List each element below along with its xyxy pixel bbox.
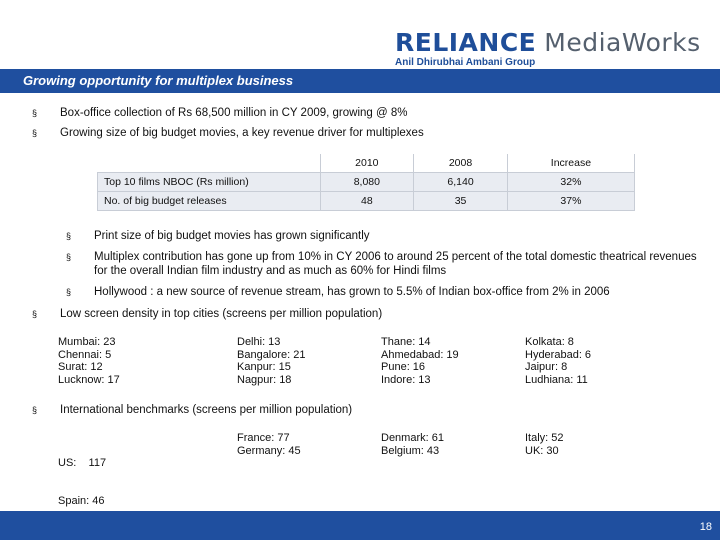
table-header-row (98, 154, 635, 173)
logo-group: Anil Dhirubhai Ambani Group (395, 57, 536, 68)
bullet-icon: § (32, 128, 38, 138)
bullet-icon: § (32, 309, 38, 319)
list-item: Nagpur: 18 (237, 373, 292, 386)
table-cell: 35 (414, 192, 508, 211)
row-label: No. of big budget releases (98, 192, 321, 211)
list-item: Surat: 12 (58, 361, 103, 373)
table-header: 2008 (414, 154, 508, 173)
table-cell: 37% (507, 192, 634, 211)
page-title: Growing opportunity for multiplex business (23, 73, 294, 88)
list-item: Kolkata: 8 (525, 336, 574, 348)
bullet-icon: § (66, 231, 72, 241)
city-column (525, 336, 591, 386)
list-item: Denmark: 61 (381, 432, 444, 444)
list-item: Spain: 46 (58, 494, 105, 507)
list-item: Hyderabad: 6 (525, 348, 592, 361)
logo-product: MediaWorks (544, 28, 701, 57)
list-item: Belgium: 43 (381, 444, 440, 457)
footer-bar (0, 511, 720, 540)
list-item: Mumbai: 23 (58, 336, 116, 348)
city-column (381, 336, 459, 386)
city-column (58, 336, 120, 386)
row-label: Top 10 films NBOC (Rs million) (98, 173, 321, 192)
title-banner (0, 69, 720, 93)
list-item: Ahmedabad: 19 (381, 348, 459, 361)
list-item: Chennai: 5 (58, 348, 112, 361)
bullet-icon: § (66, 287, 72, 297)
list-item: Bangalore: 21 (237, 348, 306, 361)
city-column (237, 336, 306, 386)
table-cell: 8,080 (320, 173, 414, 192)
table-cell: 48 (320, 192, 414, 211)
table-cell: 32% (507, 173, 634, 192)
table-row (98, 192, 635, 211)
list-item: Italy: 52 (525, 432, 564, 444)
list-item: Thane: 14 (381, 336, 431, 348)
stats-table (97, 154, 635, 211)
bullet-icon: § (32, 108, 38, 118)
bullet-icon: § (32, 405, 38, 415)
country-column (381, 432, 444, 457)
country-column (237, 432, 301, 457)
country-column (58, 432, 106, 520)
list-item: Jaipur: 8 (525, 361, 568, 373)
table-row (98, 173, 635, 192)
list-item: France: 77 (237, 432, 290, 444)
list-item: Delhi: 13 (237, 336, 281, 348)
table-header: 2010 (320, 154, 414, 173)
list-item: Indore: 13 (381, 373, 431, 386)
list-item: Ludhiana: 11 (525, 373, 588, 386)
table-header: Increase (507, 154, 634, 173)
table-cell: 6,140 (414, 173, 508, 192)
list-item: Germany: 45 (237, 444, 301, 457)
logo-brand: RELIANCE (395, 28, 537, 57)
page-number: 18 (699, 521, 712, 533)
list-item: Lucknow: 17 (58, 373, 120, 386)
list-item: US: 117 (58, 457, 107, 469)
list-item: UK: 30 (525, 444, 559, 457)
country-column (525, 432, 564, 457)
list-item: Kanpur: 15 (237, 361, 291, 373)
bullet-icon: § (66, 252, 72, 262)
reliance-mediaworks-logo (395, 28, 705, 74)
list-item: Pune: 16 (381, 361, 426, 373)
